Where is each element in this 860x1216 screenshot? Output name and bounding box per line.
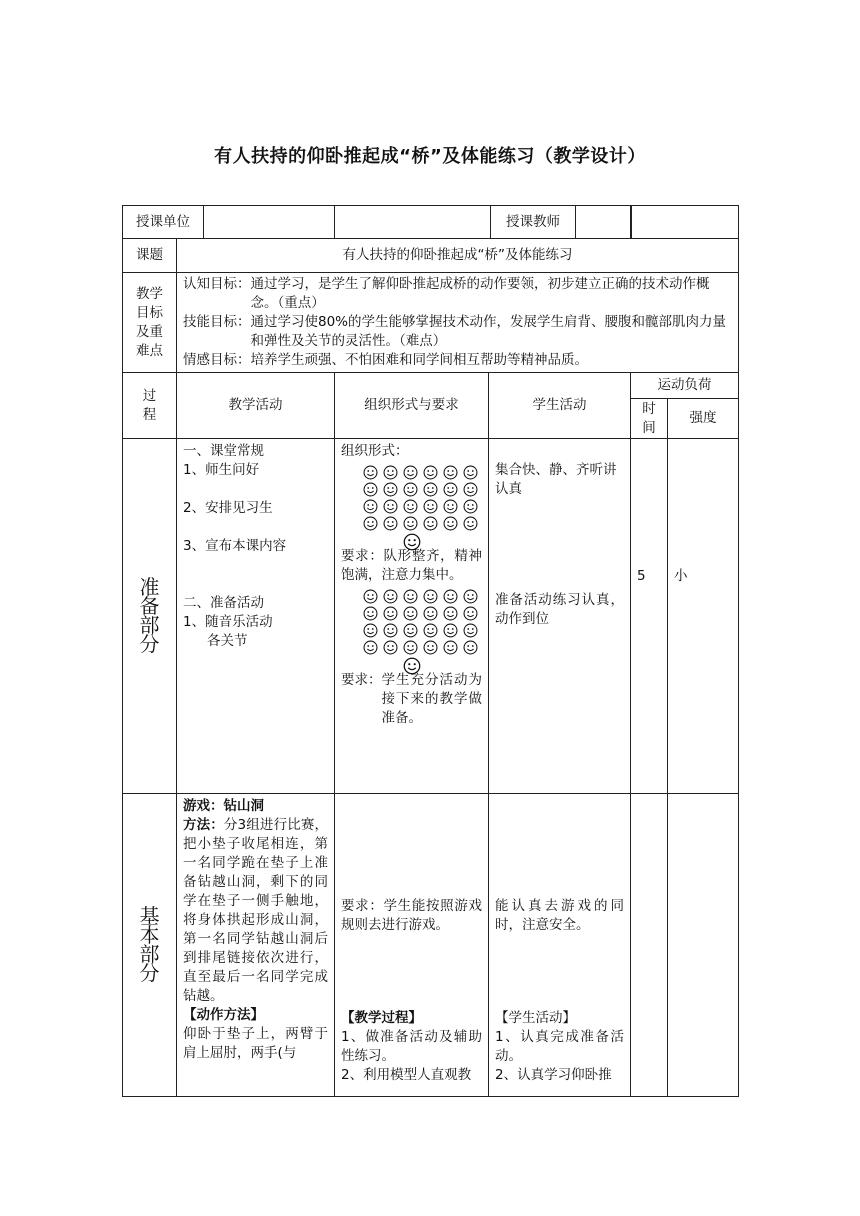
unit-value xyxy=(204,206,334,238)
student-icon xyxy=(363,465,378,480)
student-icon xyxy=(383,623,398,638)
student-icon xyxy=(383,482,398,497)
document-title: 有人扶持的仰卧推起成“桥”及体能练习（教学设计） xyxy=(214,146,646,167)
student-icon xyxy=(363,516,378,531)
student-icon xyxy=(463,482,478,497)
student-icon xyxy=(383,589,398,604)
student-icon xyxy=(423,465,438,480)
student-icon xyxy=(363,589,378,604)
intensity-header: 强度 xyxy=(668,399,739,439)
student-icon xyxy=(403,623,418,638)
prep-time: 5 xyxy=(631,439,668,794)
student-icon xyxy=(363,499,378,514)
topic-label: 课题 xyxy=(123,239,177,273)
student-icon xyxy=(383,516,398,531)
student-icon xyxy=(443,606,458,621)
student-icon xyxy=(363,606,378,621)
student-icon xyxy=(423,589,438,604)
student-icon xyxy=(383,499,398,514)
student-icon xyxy=(423,499,438,514)
student-icon xyxy=(363,623,378,638)
student-icon xyxy=(363,482,378,497)
emotion-goal: 情感目标： 培养学生顽强、不怕困难和同学间相互帮助等精神品质。 xyxy=(183,352,588,368)
student-icon xyxy=(423,516,438,531)
goals-content xyxy=(177,273,739,373)
formation-grid-1 xyxy=(363,465,482,531)
student-icon xyxy=(443,640,458,655)
prep-organization: 组织形式： 要求：队形整齐，精神饱满，注意力集中。 要求： 学生充分活动为接下来的教学做准备。 xyxy=(335,439,489,794)
prep-intensity: 小 xyxy=(668,439,739,794)
student-icon xyxy=(423,482,438,497)
basic-student: 能认真去游戏的同时，注意安全。 【学生活动】 1、认真完成准备活动。 2、认真学习仰卧推 xyxy=(489,794,631,1097)
student-icon xyxy=(383,640,398,655)
teaching-header: 教学活动 xyxy=(177,373,335,439)
student-icon xyxy=(383,606,398,621)
student-icon xyxy=(463,465,478,480)
student-icon xyxy=(463,623,478,638)
student-icon xyxy=(463,589,478,604)
topic-row xyxy=(123,239,739,273)
student-icon xyxy=(463,606,478,621)
student-icon xyxy=(443,516,458,531)
student-icon xyxy=(403,589,418,604)
student-icon xyxy=(423,640,438,655)
student-icon xyxy=(363,640,378,655)
student-icon xyxy=(423,606,438,621)
student-icon xyxy=(423,623,438,638)
prep-teaching: 一、课堂常规 1、师生问好 2、安排见习生 3、宣布本课内容 二、准备活动 1、随音乐活动 各关节 xyxy=(177,439,335,794)
formation-grid-2 xyxy=(363,589,482,655)
teacher-label: 授课教师 xyxy=(491,206,576,238)
student-icon xyxy=(463,499,478,514)
prep-student: 集合快、静、齐听讲认真 准备活动练习认真，动作到位 xyxy=(489,439,631,794)
student-icon xyxy=(443,499,458,514)
topic-value: 有人扶持的仰卧推起成“桥”及体能练习 xyxy=(177,239,739,273)
student-icon xyxy=(403,606,418,621)
goals-row xyxy=(123,273,739,373)
student-icon xyxy=(443,589,458,604)
student-icon xyxy=(443,465,458,480)
basic-row xyxy=(123,794,739,1097)
basic-intensity xyxy=(668,794,739,1097)
skill-goal: 技能目标： 通过学习使80%的学生能够掌握技术动作，发展学生肩背、腰腹和髋部肌肉力量和弹性及关节的灵活性。（难点） xyxy=(183,314,727,349)
time-header: 时 间 xyxy=(631,399,668,439)
column-header-row-1 xyxy=(123,373,739,399)
student-icon xyxy=(443,623,458,638)
student-icon xyxy=(463,640,478,655)
prep-section-label: 准 备 部 分 xyxy=(123,439,177,794)
basic-organization: 要求：学生能按照游戏规则去进行游戏。 【教学过程】 1、做准备活动及辅助性练习。 2、利用模型人直观教 xyxy=(335,794,489,1097)
process-header: 过 程 xyxy=(123,373,177,439)
basic-time xyxy=(631,794,668,1097)
cognitive-goal: 认知目标： 通过学习，是学生了解仰卧推起成桥的动作要领，初步建立正确的技术动作概念。（重点） xyxy=(183,276,710,311)
student-icon xyxy=(403,516,418,531)
unit-label: 授课单位 xyxy=(123,206,204,238)
student-icon xyxy=(463,516,478,531)
student-header: 学生活动 xyxy=(489,373,631,439)
prep-row xyxy=(123,439,739,794)
teacher-value xyxy=(576,206,630,238)
student-icon xyxy=(403,465,418,480)
organization-header: 组织形式与要求 xyxy=(335,373,489,439)
student-icon xyxy=(403,499,418,514)
student-icon xyxy=(383,465,398,480)
student-icon xyxy=(403,482,418,497)
lesson-plan-table xyxy=(122,205,739,1097)
header-row xyxy=(123,206,739,239)
student-icon xyxy=(403,640,418,655)
basic-teaching: 游戏：钻山洞 方法：分3组进行比赛，把小垫子收尾相连，第一名同学跪在垫子上准备钻越山洞，剩下的同学在垫子一侧手触地，将身体拱起形成山洞，第一名同学钻越山洞后到排尾链接依次进行，直至最后一名同学完成钻越。 【动作方法】 仰卧于垫子上，两臂于肩上屈肘，两手(与 xyxy=(177,794,335,1097)
student-icon xyxy=(443,482,458,497)
load-header: 运动负荷 xyxy=(631,373,739,399)
goals-label: 教学 目标 及重 难点 xyxy=(123,273,177,373)
basic-section-label: 基 本 部 分 xyxy=(123,794,177,1097)
